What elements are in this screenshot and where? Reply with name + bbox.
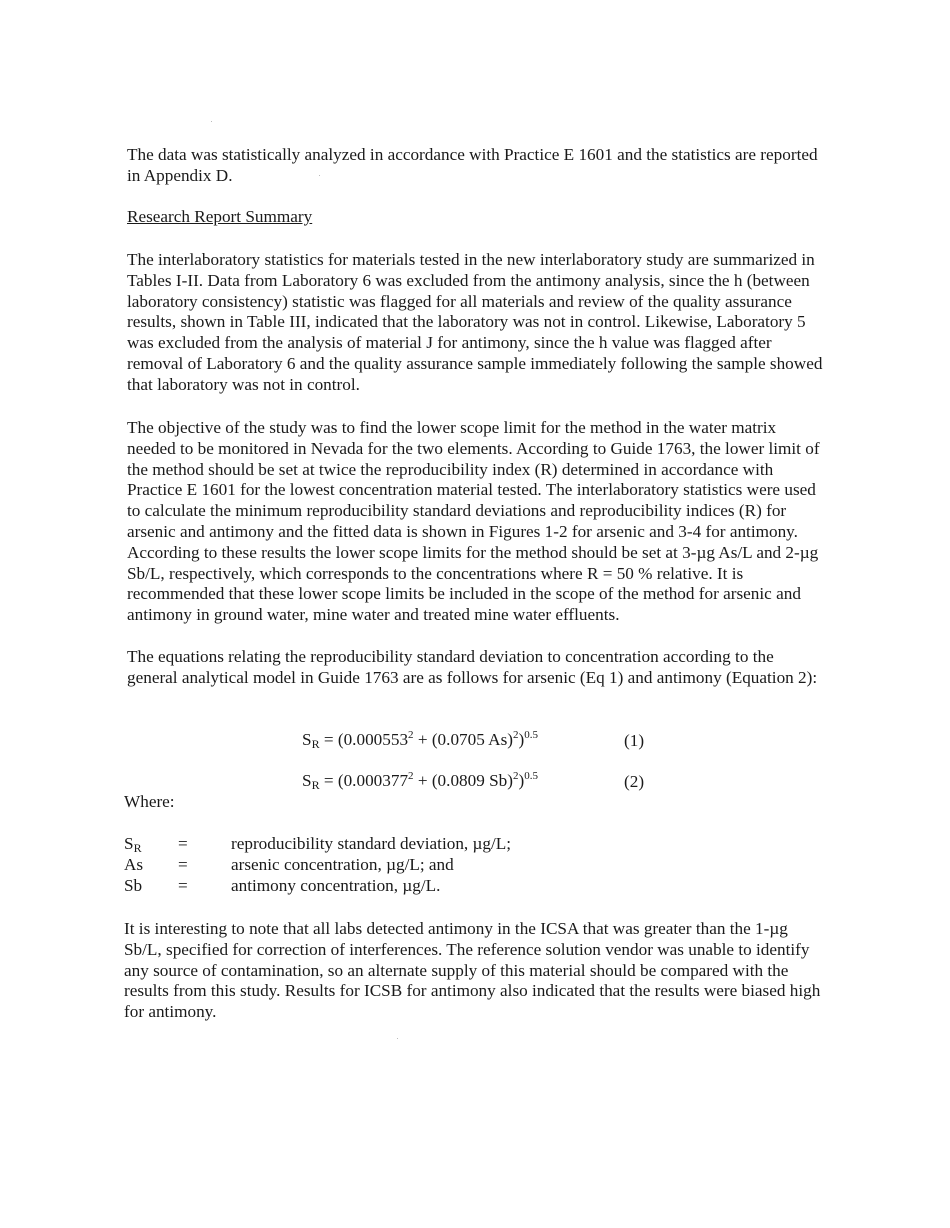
paragraph-study-objective: The objective of the study was to find the lower scope limit for the method in the water matrix needed to be monitored in Nevada for the two elements. According to Guide 1763, the lower limit of the method should be set at twice the reproducibility index (R) determined in accordance with Practice E 1601 for the lowest concentration material tested. The interlaboratory statistics were used to calculate the minimum reproducibility standard deviations and reproducibility indices (R) for arsenic and antimony and the fitted data is shown in Figures 1-2 for arsenic and 3-4 for antimony. According to these results the lower scope limits for the method should be set at 3-µg As/L and 2-µg Sb/L, respectively, which corresponds to the concentrations where R = 50 % relative. It is recommended that these lower scope limits be included in the scope of the method for arsenic and antimony in ground water, mine water and treated mine water effluents. [127,418,820,625]
scan-speck [319,175,320,176]
section-heading: Research Report Summary [127,207,313,226]
equation-2-lhs-sub: R [311,778,320,792]
equation-2-part1: = (0.000377 [319,771,409,790]
definition-description: reproducibility standard deviation, µg/L; [231,834,512,853]
equation-1-part3: ) [518,730,525,749]
equation-1-part2: + (0.0705 As) [413,730,513,749]
definition-row [124,876,724,897]
equation-1-lhs-symbol: S [302,730,312,749]
where-label: Where: [124,792,175,811]
definition-row [124,855,724,876]
equation-1-exp1: 2 [408,729,414,741]
equation-2-part3: ) [518,771,525,790]
definition-description: antimony concentration, µg/L. [231,876,441,895]
definition-equals: = [178,834,188,853]
equation-2-exp3: 0.5 [524,770,538,782]
equation-1-part1: = (0.000553 [319,730,409,749]
scan-speck [211,121,212,122]
equation-2-part2: + (0.0809 Sb) [413,771,513,790]
definition-symbol: $S_R$ [124,834,142,855]
paragraph-statistics-analysis: The data was statistically analyzed in accordance with Practice E 1601 and the statistics are reported in Appendix D. [127,145,818,185]
equation-1-exp3: 0.5 [524,729,538,741]
definition-equals: = [178,876,188,895]
definition-row [124,834,724,855]
equation-2-number: (2) [624,772,645,791]
paragraph-icsa-note: It is interesting to note that all labs detected antimony in the ICSA that was greater than the 1-µg Sb/L, specified for correction of interferences. The reference solution vendor was unable to identify any source of contamination, so an alternate supply of this material should be compared with the results from this study. Results for ICSB for antimony also indicated that the results were biased high for antimony. [124,919,821,1022]
equation-2-exp1: 2 [408,770,414,782]
definition-symbol: As [124,855,144,874]
equation-1-number: (1) [624,731,645,750]
definition-symbol: Sb [124,876,143,895]
scan-speck [397,1038,398,1039]
paragraph-equations-intro: The equations relating the reproducibility standard deviation to concentration according to the general analytical model in Guide 1763 are as follows for arsenic (Eq 1) and antimony (Equation 2): [127,647,818,687]
equation-2 [302,771,538,792]
equation-2-exp2: 2 [513,770,519,782]
paragraph-interlab-statistics: The interlaboratory statistics for materials tested in the new interlaboratory study are summarized in Tables I-II. Data from Laboratory 6 was excluded from the antimony analysis, since the h (between laboratory consistency) statistic was flagged for all materials and review of the quality assurance results, shown in Table III, indicated that the laboratory was not in control. Likewise, Laboratory 5 was excluded from the analysis of material J for antimony, since the h value was flagged after removal of Laboratory 6 and the quality assurance sample immediately following the sample showed that laboratory was not in control. [127,250,823,394]
equation-2-lhs-symbol: S [302,771,312,790]
equation-1-lhs-sub: R [311,737,320,751]
equation-1 [302,730,538,751]
definition-description: arsenic concentration, µg/L; and [231,855,454,874]
equation-1-exp2: 2 [513,729,519,741]
definition-equals: = [178,855,188,874]
